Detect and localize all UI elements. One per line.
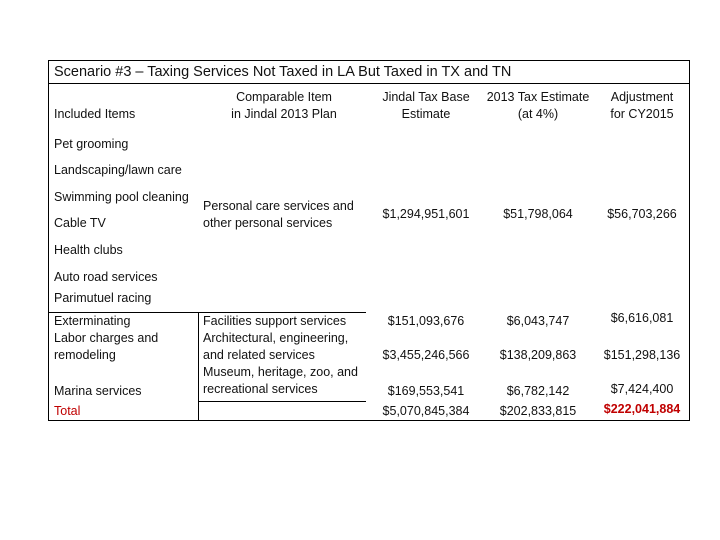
included-item: Swimming pool cleaning — [54, 190, 189, 204]
row-divider-total — [198, 401, 366, 402]
header-adjustment — [594, 89, 690, 123]
included-item — [54, 330, 158, 364]
header-included-items: Included Items — [54, 107, 136, 121]
included-item: Pet grooming — [54, 137, 129, 151]
group1-adjustment: $56,703,266 — [607, 207, 677, 221]
group1-estimate: $51,798,064 — [503, 207, 573, 221]
row3-base: $169,553,541 — [387, 384, 465, 398]
group2-comparable-line: recreational services — [203, 382, 318, 396]
header-comparable — [205, 89, 363, 123]
header-base — [371, 89, 481, 123]
header-adjustment-line1: Adjustment — [610, 90, 674, 104]
included-item: Auto road services — [54, 270, 158, 284]
header-comparable-line1: Comparable Item — [236, 90, 332, 104]
group1-comparable — [203, 198, 354, 232]
total-label: Total — [54, 404, 81, 418]
included-item: Parimutuel racing — [54, 291, 152, 305]
row2-estimate: $138,209,863 — [499, 348, 577, 362]
header-base-line1: Jindal Tax Base — [382, 90, 470, 104]
labor-line2: remodeling — [54, 348, 116, 362]
included-item: Cable TV — [54, 216, 106, 230]
header-comparable-line2: in Jindal 2013 Plan — [231, 107, 337, 121]
row1-adjustment: $6,616,081 — [610, 311, 674, 325]
col-divider-1 — [198, 312, 199, 421]
group2-comparable — [203, 313, 358, 398]
included-item: Health clubs — [54, 243, 123, 257]
included-item: Marina services — [54, 384, 142, 398]
included-item: Exterminating — [54, 314, 131, 328]
row1-estimate: $6,043,747 — [506, 314, 570, 328]
total-estimate: $202,833,815 — [499, 404, 577, 418]
group2-comparable-line: Museum, heritage, zoo, and — [203, 365, 358, 379]
group1-comparable-line2: other personal services — [203, 216, 333, 230]
row3-estimate: $6,782,142 — [506, 384, 570, 398]
row2-base: $3,455,246,566 — [382, 348, 470, 362]
labor-line1: Labor charges and — [54, 331, 159, 345]
row2-adjustment: $151,298,136 — [603, 348, 681, 362]
header-base-line2: Estimate — [401, 107, 451, 121]
header-estimate-line2: (at 4%) — [517, 107, 559, 121]
group2-comparable-line: and related services — [203, 348, 315, 362]
row3-adjustment: $7,424,400 — [610, 382, 674, 396]
table-title: Scenario #3 – Taxing Services Not Taxed in LA But Taxed in TX and TN — [54, 64, 512, 80]
header-estimate — [480, 89, 596, 123]
header-estimate-line1: 2013 Tax Estimate — [486, 90, 590, 104]
total-base: $5,070,845,384 — [382, 404, 470, 418]
total-adjustment: $222,041,884 — [603, 402, 681, 416]
group2-comparable-line: Facilities support services — [203, 314, 347, 328]
group1-base: $1,294,951,601 — [382, 207, 470, 221]
included-item: Landscaping/lawn care — [54, 163, 182, 177]
row1-base: $151,093,676 — [387, 314, 465, 328]
header-adjustment-line2: for CY2015 — [610, 107, 674, 121]
group2-comparable-line: Architectural, engineering, — [203, 331, 349, 345]
group1-comparable-line1: Personal care services and — [203, 199, 354, 213]
